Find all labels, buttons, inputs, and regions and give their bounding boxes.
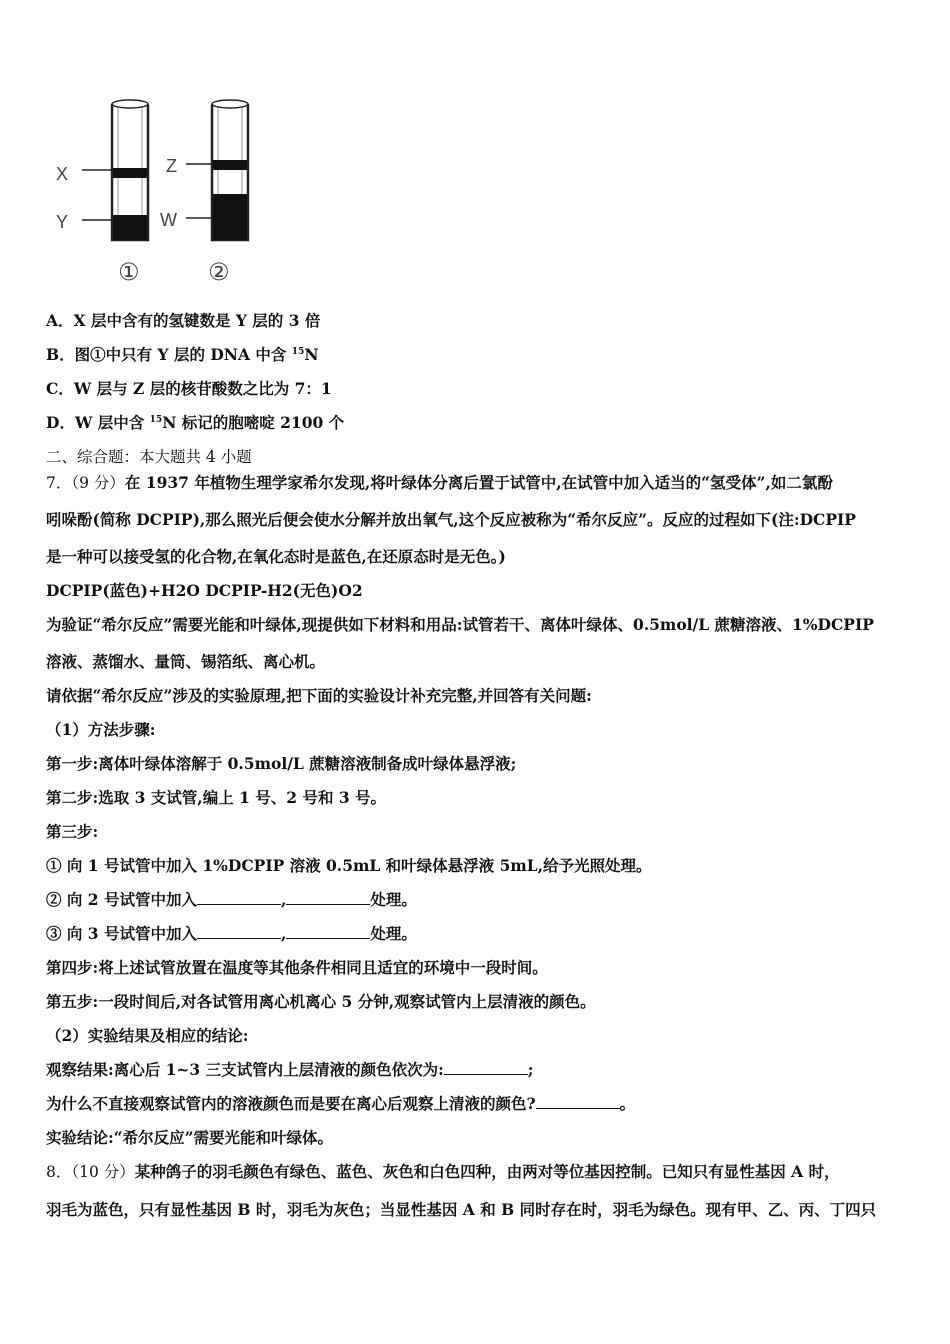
q7-part1-heading: （1）方法步骤: [46, 720, 156, 739]
answer-blank[interactable] [286, 938, 370, 939]
band-z [213, 160, 247, 170]
band-y [113, 215, 147, 240]
label-y: Y [56, 212, 69, 232]
q7-step3-item2 [46, 890, 417, 910]
option-b-sup: 15 [291, 347, 305, 357]
q7-step3-item3-text: ③ 向 3 号试管中加入 [46, 924, 197, 943]
q7-conclusion: 实验结论:“希尔反应”需要光能和叶绿体。 [46, 1128, 334, 1147]
q7-line-5: 为验证“希尔反应”需要光能和叶绿体,现提供如下材料和用品:试管若干、离体叶绿体、0.5mol/L 蔗糖溶液、1%DCPIP [46, 615, 874, 634]
q7-observation-post: ; [527, 1060, 534, 1079]
option-d-sup: 15 [149, 415, 163, 425]
band-w [213, 194, 247, 240]
band-x [113, 168, 147, 178]
option-b-text-post: N [304, 345, 319, 364]
q7-line-1 [46, 473, 833, 493]
section-title: 二、综合题：本大题共 4 小题 [46, 448, 252, 466]
q7-line-3: 是一种可以接受氢的化合物,在氧化态时是蓝色,在还原态时是无色。) [46, 547, 506, 566]
q8-line-2: 羽毛为蓝色，只有显性基因 B 时，羽毛为灰色；当显性基因 A 和 B 同时存在时，羽毛为绿色。现有甲、乙、丙、丁四只 [46, 1200, 877, 1219]
q7-step3-heading: 第三步: [46, 822, 99, 841]
label-x: X [56, 164, 69, 184]
q7-part2-heading: （2）实验结果及相应的结论: [46, 1026, 249, 1045]
q7-line-2: 吲哚酚(简称 DCPIP),那么照光后便会使水分解并放出氧气,这个反应被称为“希尔反应”。反应的过程如下(注:DCPIP [46, 510, 856, 529]
q7-line-6: 溶液、蒸馏水、量筒、锡箔纸、离心机。 [46, 652, 326, 671]
q7-observation [46, 1060, 534, 1080]
q7-number: 7．（9 分） [46, 474, 125, 492]
option-c [46, 379, 332, 399]
q7-step2: 第二步:选取 3 支试管,编上 1 号、2 号和 3 号。 [46, 788, 387, 807]
answer-blank[interactable] [286, 904, 370, 905]
caption-2: ② [208, 258, 230, 286]
answer-blank[interactable] [197, 904, 281, 905]
q7-step-post: 处理。 [370, 924, 417, 943]
option-b-prefix: B． [46, 345, 75, 364]
test-tube-figure [40, 90, 280, 290]
q7-why-post: 。 [619, 1094, 636, 1113]
q7-step4: 第四步:将上述试管放置在温度等其他条件相同且适宜的环境中一段时间。 [46, 958, 548, 977]
answer-blank[interactable] [444, 1074, 528, 1075]
option-d-prefix: D． [46, 413, 75, 432]
option-d [46, 413, 344, 433]
q7-equation: DCPIP(蓝色)+H2O DCPIP-H2(无色)O2 [46, 581, 363, 600]
option-b-text: 图①中只有 Y 层的 DNA 中含 [74, 345, 292, 364]
q7-comma: , [280, 924, 287, 943]
option-a [46, 311, 320, 331]
option-a-prefix: A． [46, 311, 74, 330]
q7-observation-text: 观察结果:离心后 1~3 三支试管内上层清液的颜色依次为: [46, 1060, 444, 1079]
q8-line-1 [46, 1162, 840, 1182]
option-d-text: W 层中含 [74, 413, 150, 432]
q7-step3-item3 [46, 924, 417, 944]
tube-2 [212, 100, 248, 240]
option-c-text: W 层与 Z 层的核苷酸数之比为 7：1 [73, 379, 332, 398]
answer-blank[interactable] [197, 938, 281, 939]
q7-step3-item1: ① 向 1 号试管中加入 1%DCPIP 溶液 0.5mL 和叶绿体悬浮液 5mL,给予光照处理。 [46, 856, 652, 875]
option-c-prefix: C． [46, 379, 74, 398]
option-b [46, 345, 319, 365]
q7-text-1: 在 1937 年植物生理学家希尔发现,将叶绿体分离后置于试管中,在试管中加入适当的“氢受体”,如二氯酚 [124, 473, 833, 492]
label-w: W [160, 210, 177, 230]
q7-why-text: 为什么不直接观察试管内的溶液颜色而是要在离心后观察上清液的颜色? [46, 1094, 536, 1113]
q7-line-7: 请依据“希尔反应”涉及的实验原理,把下面的实验设计补充完整,并回答有关问题: [46, 686, 592, 705]
q7-why [46, 1094, 635, 1114]
option-d-text-post: N 标记的胞嘧啶 2100 个 [162, 413, 345, 432]
q7-step3-item2-text: ② 向 2 号试管中加入 [46, 890, 197, 909]
q7-step-post: 处理。 [370, 890, 417, 909]
option-a-text: X 层中含有的氢键数是 Y 层的 3 倍 [73, 311, 321, 330]
q7-step1: 第一步:离体叶绿体溶解于 0.5mol/L 蔗糖溶液制备成叶绿体悬浮液; [46, 754, 517, 773]
q8-text-1: 某种鸽子的羽毛颜色有绿色、蓝色、灰色和白色四种，由两对等位基因控制。已知只有显性基因 A 时， [134, 1162, 840, 1181]
caption-1: ① [118, 258, 140, 286]
label-z: Z [166, 156, 177, 176]
q7-step5: 第五步:一段时间后,对各试管用离心机离心 5 分钟,观察试管内上层清液的颜色。 [46, 992, 596, 1011]
tube-1 [112, 100, 148, 240]
answer-blank[interactable] [536, 1108, 620, 1109]
q8-number: 8．（10 分） [46, 1163, 135, 1181]
q7-comma: , [280, 890, 287, 909]
